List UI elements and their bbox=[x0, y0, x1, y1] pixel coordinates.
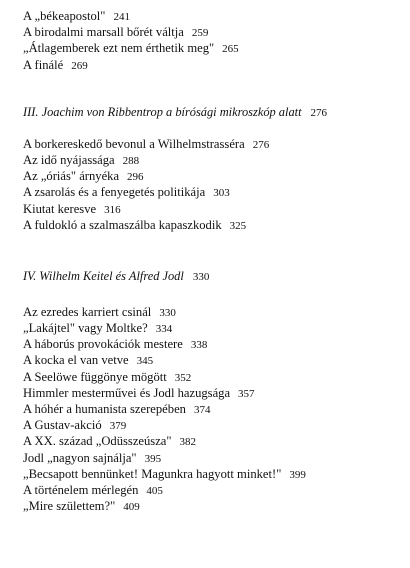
toc-entry bbox=[23, 385, 408, 401]
chapter-page: 330 bbox=[192, 270, 210, 283]
toc-entry-page: 395 bbox=[144, 452, 162, 465]
toc-entry-title: A Gustav-akció bbox=[23, 418, 102, 433]
toc-entry-title: A XX. század „Odüsszeúsza" bbox=[23, 434, 172, 449]
toc-entry-title: Az „óriás" árnyéka bbox=[23, 169, 120, 184]
chapter-page: 276 bbox=[310, 106, 328, 119]
toc-entry-title: Az ezredes karriert csinál bbox=[23, 304, 152, 319]
toc-entry-page: 296 bbox=[127, 171, 144, 184]
toc-entry bbox=[23, 201, 408, 217]
toc-entry bbox=[23, 336, 408, 352]
toc-entry-title: Jodl „nagyon sajnálja" bbox=[23, 450, 137, 465]
toc-entry-title: A történelem mérlegén bbox=[23, 482, 139, 497]
toc-entry-page: 399 bbox=[289, 468, 306, 481]
toc-entry-page: 265 bbox=[222, 43, 239, 56]
toc-entry-page: 379 bbox=[109, 420, 127, 433]
chapter-title: IV. Wilhelm Keitel és Alfred Jodl bbox=[23, 268, 184, 283]
toc-entry-page: 288 bbox=[122, 154, 140, 167]
toc-entry bbox=[23, 320, 408, 336]
toc-entry-page: 374 bbox=[193, 404, 211, 416]
toc-entry-title: Az idő nyájassága bbox=[23, 152, 115, 167]
toc-entry-page: 276 bbox=[252, 138, 270, 151]
toc-entry-page: 334 bbox=[155, 323, 173, 336]
toc-entry bbox=[23, 152, 408, 168]
toc-entry-page: 409 bbox=[123, 501, 140, 514]
toc-entry-page: 303 bbox=[213, 187, 230, 200]
toc-entry-title: A borkereskedő bevonul a Wilhelmstrasséra bbox=[23, 136, 245, 151]
toc-entry bbox=[23, 450, 408, 466]
toc-entry bbox=[23, 482, 408, 498]
chapter-title: III. Joachim von Ribbentrop a bírósági mikroszkóp alatt bbox=[23, 104, 302, 119]
toc-entry bbox=[23, 498, 408, 514]
toc-entry-title: A hóhér a humanista szerepében bbox=[23, 402, 186, 416]
toc-entry bbox=[23, 304, 408, 320]
toc-entry-page: 325 bbox=[229, 219, 247, 232]
toc-entry bbox=[23, 401, 408, 417]
chapter-heading bbox=[23, 104, 408, 120]
toc-entry-title: Himmler mesterművei és Jodl hazugsága bbox=[23, 385, 231, 400]
toc-entry bbox=[23, 40, 408, 56]
toc-entry bbox=[23, 168, 408, 184]
toc-entry-page: 357 bbox=[238, 387, 255, 400]
toc-entry bbox=[23, 433, 408, 449]
table-of-contents bbox=[23, 8, 408, 514]
toc-entry-page: 241 bbox=[113, 11, 130, 23]
toc-entry-page: 382 bbox=[179, 436, 197, 449]
toc-entry-page: 269 bbox=[71, 59, 88, 72]
toc-entry bbox=[23, 57, 408, 73]
toc-entry-title: „Becsapott bennünket! Magunkra hagyott minket!" bbox=[23, 466, 282, 481]
chapter-heading bbox=[23, 268, 408, 284]
toc-entry-title: A birodalmi marsall bőrét váltja bbox=[23, 25, 184, 40]
toc-entry-title: A zsarolás és a fenyegetés politikája bbox=[23, 185, 206, 200]
toc-entry bbox=[23, 352, 408, 368]
toc-entry-title: A „békeapostol" bbox=[23, 9, 106, 23]
toc-entry bbox=[23, 136, 408, 152]
toc-entry-page: 338 bbox=[190, 339, 208, 352]
toc-entry bbox=[23, 217, 408, 233]
toc-entry-page: 405 bbox=[146, 484, 163, 497]
toc-entry-page: 345 bbox=[136, 355, 154, 368]
toc-entry-page: 330 bbox=[159, 306, 176, 319]
toc-entry bbox=[23, 369, 408, 385]
toc-entry-page: 352 bbox=[174, 371, 192, 384]
toc-entry-page: 316 bbox=[104, 203, 121, 216]
toc-entry-title: Kiutat keresve bbox=[23, 201, 97, 216]
toc-entry-title: „Mire születtem?" bbox=[23, 499, 116, 514]
toc-entry bbox=[23, 466, 408, 482]
toc-entry-title: „Átlagemberek ezt nem érthetik meg" bbox=[23, 41, 215, 56]
toc-entry bbox=[23, 184, 408, 200]
toc-entry-title: A háborús provokációk mestere bbox=[23, 337, 183, 352]
toc-entry bbox=[23, 8, 408, 24]
toc-entry-title: „Lakájtel" vagy Moltke? bbox=[23, 321, 148, 336]
toc-entry-title: A finálé bbox=[23, 57, 64, 72]
toc-entry-title: A kocka el van vetve bbox=[23, 353, 129, 368]
toc-entry bbox=[23, 24, 408, 40]
toc-entry-page: 259 bbox=[191, 27, 209, 40]
toc-entry bbox=[23, 417, 408, 433]
toc-entry-title: A fuldokló a szalmaszálba kapaszkodik bbox=[23, 217, 222, 232]
toc-entry-title: A Seelöwe függönye mögött bbox=[23, 369, 167, 384]
